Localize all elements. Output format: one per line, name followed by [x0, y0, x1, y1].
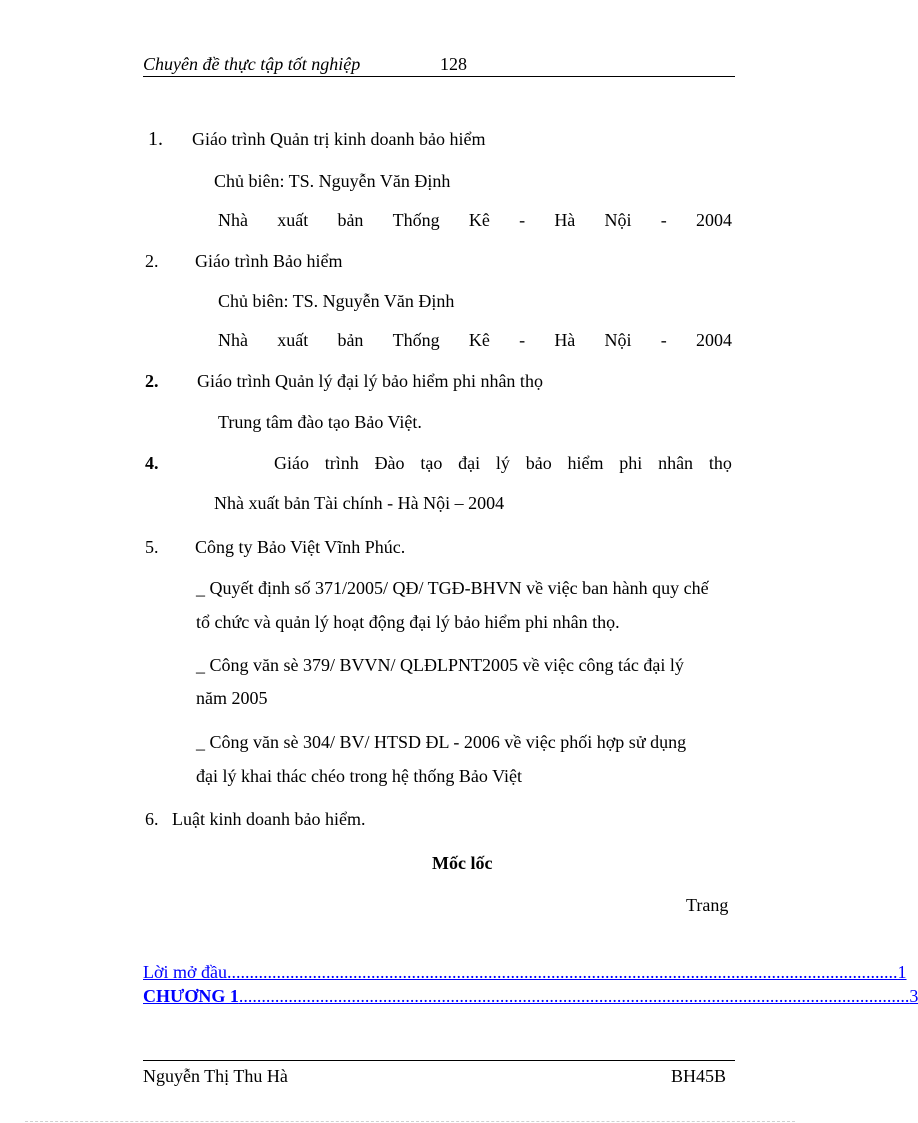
reference-4-source: Nhà xuất bản Tài chính - Hà Nội – 2004 [214, 493, 505, 513]
publisher-word: - [519, 330, 526, 350]
footer-divider [143, 1060, 735, 1061]
title-word: Đào [374, 453, 405, 473]
reference-3-number: 2. [145, 371, 159, 391]
reference-6-number: 6. [145, 809, 159, 829]
reference-5-item-2-line-2: năm 2005 [196, 688, 268, 708]
title-word: đại [458, 453, 481, 473]
publisher-word: 2004 [695, 330, 732, 350]
publisher-word: 2004 [695, 210, 732, 230]
publisher-word: Nội [604, 210, 632, 230]
toc-page-label: Trang [686, 895, 729, 915]
reference-5-item-3-line-2: đại lý khai thác chéo trong hệ thống Bảo Việt [196, 766, 523, 786]
reference-1-title: Giáo trình Quản trị kinh doanh bảo hiểm [192, 129, 486, 149]
reference-5-item-1-line-1: _ Quyết định số 371/2005/ QĐ/ TGĐ-BHVN về việc ban hành quy chế [196, 578, 709, 598]
reference-1-publisher [218, 210, 732, 231]
reference-4-number: 4. [145, 453, 159, 473]
header-page-number: 128 [440, 54, 467, 74]
title-word: lý [495, 453, 510, 473]
title-word: bảo [525, 453, 552, 473]
publisher-word: - [660, 330, 667, 350]
reference-2-title: Giáo trình Bảo hiểm [195, 251, 343, 271]
reference-5-item-3-line-1: _ Công văn sè 304/ BV/ HTSD ĐL - 2006 về việc phối hợp sử dụng [196, 732, 687, 752]
reference-4-title [274, 453, 732, 474]
header-title: Chuyên đề thực tập tốt nghiệp [143, 54, 361, 74]
publisher-word: Nội [604, 330, 632, 350]
reference-3-source: Trung tâm đào tạo Bảo Việt. [218, 412, 422, 432]
publisher-word: Thống [392, 330, 440, 350]
publisher-word: xuất [277, 330, 309, 350]
footer-class-code: BH45B [671, 1066, 727, 1086]
title-word: thọ [708, 453, 732, 473]
publisher-word: Hà [554, 330, 576, 350]
publisher-word: xuất [277, 210, 309, 230]
publisher-word: Nhà [218, 210, 248, 230]
publisher-word: bản [337, 210, 364, 230]
reference-6-title: Luật kinh doanh bảo hiểm. [172, 809, 366, 829]
toc-entry-label: CHƯƠNG 1 [143, 986, 239, 1006]
reference-5-title: Công ty Bảo Việt Vĩnh Phúc. [195, 537, 406, 557]
toc-entry-intro[interactable] [143, 962, 907, 983]
title-word: trình [324, 453, 359, 473]
publisher-word: Nhà [218, 330, 248, 350]
title-word: tạo [420, 453, 443, 473]
page-edge-divider [25, 1121, 795, 1122]
reference-5-number: 5. [145, 537, 159, 557]
publisher-word: - [519, 210, 526, 230]
publisher-word: - [660, 210, 667, 230]
reference-3-title: Giáo trình Quản lý đại lý bảo hiểm phi nhân thọ [197, 371, 543, 391]
publisher-word: Kê [468, 330, 490, 350]
toc-heading: Mốc lốc [432, 853, 493, 873]
reference-1-number: 1. [148, 128, 163, 150]
title-word: phi [619, 453, 643, 473]
reference-2-editor: Chủ biên: TS. Nguyễn Văn Định [218, 291, 455, 311]
publisher-word: Hà [554, 210, 576, 230]
title-word: nhân [658, 453, 694, 473]
page-header [143, 52, 735, 77]
reference-5-item-1-line-2: tổ chức và quản lý hoạt động đại lý bảo hiểm phi nhân thọ. [196, 612, 620, 632]
publisher-word: Thống [392, 210, 440, 230]
reference-2-publisher [218, 330, 732, 351]
publisher-word: Kê [468, 210, 490, 230]
toc-entry-page: 1 [897, 962, 907, 982]
toc-entry-chapter-1[interactable] [143, 986, 918, 1007]
reference-2-number: 2. [145, 251, 159, 271]
reference-1-editor: Chủ biên: TS. Nguyễn Văn Định [214, 171, 451, 191]
footer-author: Nguyễn Thị Thu Hà [143, 1066, 288, 1086]
toc-entry-page: 3 [909, 986, 918, 1006]
toc-leader-dots: ..................................................................................................................................................... [238, 986, 910, 1006]
publisher-word: bản [337, 330, 364, 350]
toc-leader-dots: ..................................................................................................................................................... [227, 962, 898, 982]
reference-5-item-2-line-1: _ Công văn sè 379/ BVVN/ QLĐLPNT2005 về việc công tác đại lý [196, 655, 684, 675]
toc-entry-label: Lời mở đầu [143, 962, 228, 982]
title-word: hiểm [567, 453, 604, 473]
title-word: Giáo [274, 453, 309, 473]
